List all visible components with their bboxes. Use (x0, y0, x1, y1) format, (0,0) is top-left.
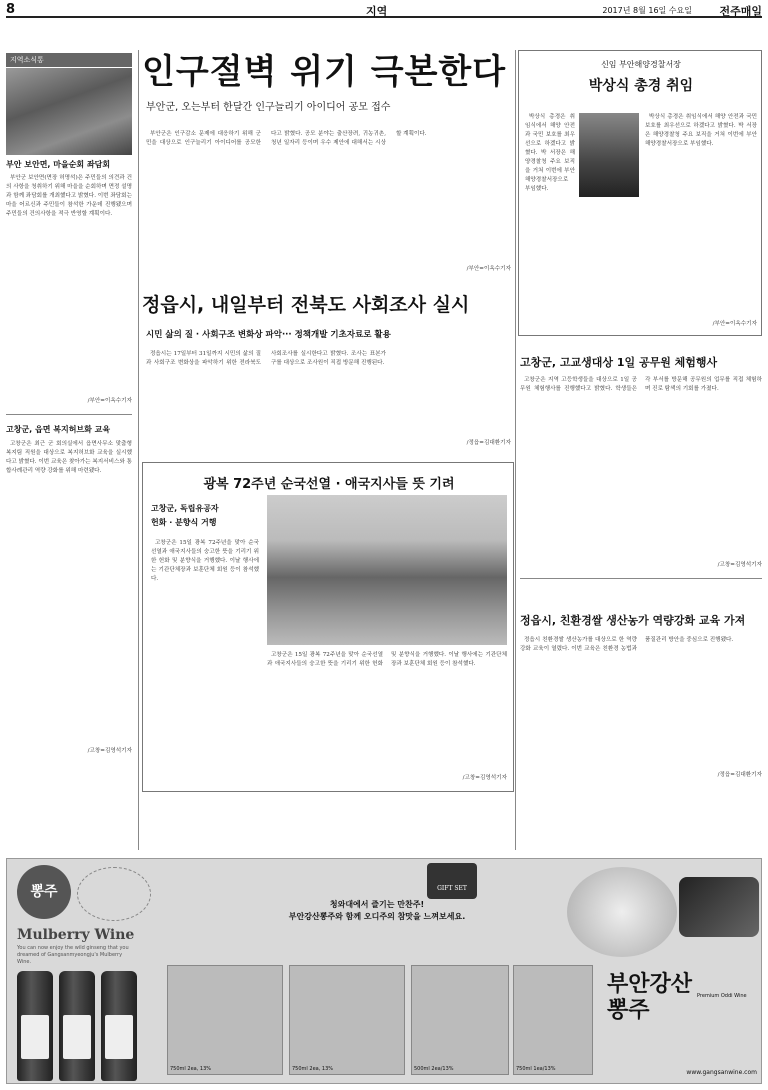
story1-byline: /부안=이옥수기자 (87, 398, 132, 404)
gift-size-label: 500ml 2ea/13% (414, 1066, 454, 1072)
big-brand-text: 부안강산 뽕주 (607, 971, 693, 1023)
gift-box (167, 965, 283, 1075)
jeongeup-subheadline: 시민 삶의 질 · 사회구조 변화상 파악··· 정책개발 기초자료로 활용 (146, 330, 391, 340)
brand-seal (77, 867, 151, 921)
big-brand-en: Premium Oddi Wine (697, 993, 747, 999)
sidebar-title-top: 신임 부안해양경찰서장 (601, 60, 681, 69)
section-tag: 지역소식통 (6, 53, 132, 67)
gift-box (289, 965, 405, 1075)
sidebar-box (518, 50, 762, 336)
paper-name: 전주매일 (719, 5, 762, 18)
gwangbok-sub1: 고창군, 독립유공자 (151, 504, 219, 513)
photo-caption: 부안 보안면, 마을순회 좌담회 (6, 160, 111, 169)
wine-bottle (59, 971, 95, 1081)
wine-bottle (17, 971, 53, 1081)
column-rule-right (515, 50, 516, 850)
village-meeting-photo (6, 68, 132, 155)
lead-body: 부안군은 인구감소 문제에 대응하기 위해 군민을 대상으로 인구늘리기 아이디어를 공모한다고 밝혔다. 공모 분야는 출산장려, 귀농귀촌, 청년 일자리 등이며 우수 제안에 대해서는 시상할 계획이다. (146, 131, 427, 146)
official-portrait-photo (579, 113, 639, 197)
jeongeup-byline: /정읍=김대환기자 (466, 440, 511, 446)
jeongeup-farm-body: 정읍시 친환경쌀 생산농가를 대상으로 한 역량강화 교육이 열렸다. 이번 교육은 친환경 농법과 품질관리 방안을 중심으로 진행됐다. (520, 637, 734, 652)
gochang-intern-headline: 고창군, 고교생대상 1일 공무원 체험행사 (520, 356, 718, 369)
page-number: 8 (6, 2, 16, 17)
jeongeup-farm-byline: /정읍=김대환기자 (717, 772, 762, 778)
banner-main: 부안강산뽕주와 함께 오디주의 참맛을 느껴보세요. (288, 912, 466, 921)
divider (520, 578, 762, 579)
brand-logo: 뽕주 (17, 865, 71, 919)
mulberry-wine-advertisement (6, 858, 762, 1084)
page-header (6, 2, 762, 18)
sidebar-byline: /부안=이옥수기자 (712, 321, 757, 327)
banner-top: 청와대에서 즐기는 만찬주! (329, 900, 425, 909)
gift-size-label: 750ml 2ea, 13% (170, 1066, 212, 1072)
gift-set-badge: GIFT SET (427, 863, 477, 899)
ceremony-photo (267, 495, 507, 645)
gwangbok-sub2: 헌화 · 분향식 거행 (151, 518, 217, 527)
divider (6, 414, 132, 415)
column-rule (138, 50, 139, 850)
mascot-illustration (567, 867, 677, 957)
gwangbok-body-col1: 고창군은 15일 광복 72주년을 맞아 순국선열과 애국지사들의 숭고한 뜻을 기리기 위한 헌화 및 분향식을 거행했다. 이날 행사에는 기관단체장과 보훈단체 회원 등이 참석했다. (151, 540, 259, 582)
website-url: www.gangsanwine.com (686, 1069, 757, 1076)
brand-tagline: You can now enjoy the wild ginseng that you dreamed of Gangsanmyeongju's Mulberry Wine. (17, 945, 129, 965)
gift-box (513, 965, 593, 1075)
issue-date: 2017년 8월 16일 수요일 (602, 6, 692, 15)
gift-size-label: 750ml 1ea/13% (516, 1066, 556, 1072)
wine-bottle (101, 971, 137, 1081)
gochang-intern-byline: /고창=김영석기자 (717, 562, 762, 568)
story2-byline: /고창=김영석기자 (87, 748, 132, 754)
gwangbok-body-col2: 고창군은 15일 광복 72주년을 맞아 순국선열과 애국지사들의 숭고한 뜻을 기리기 위한 헌화 및 분향식을 거행했다. 이날 행사에는 기관단체장과 보훈단체 회원 등이 참석했다. (267, 652, 507, 667)
gift-size-label: 750ml 2ea, 13% (292, 1066, 334, 1072)
jeongeup-farm-headline: 정읍시, 친환경쌀 생산농가 역량강화 교육 가져 (520, 614, 746, 627)
lead-byline: /부안=이옥수기자 (466, 266, 511, 272)
section-name: 지역 (366, 5, 388, 18)
gwangbok-headline: 광복 72주년 순국선열 · 애국지사들 뜻 기려 (203, 477, 455, 492)
jeongeup-headline: 정읍시, 내일부터 전북도 사회조사 실시 (142, 294, 470, 316)
gwangbok-byline: /고창=김영석기자 (462, 775, 507, 781)
brand-english: Mulberry Wine (17, 927, 135, 943)
jeongeup-body: 정읍시는 17일부터 31일까지 시민의 삶의 질과 사회구조 변화상을 파악하기 위한 전라북도 사회조사를 실시한다고 밝혔다. 조사는 표본가구를 대상으로 조사원이 직접 방문해 진행된다. (146, 351, 386, 366)
sidebar-body-col2: 박상식 총경은 취임식에서 해양 안전과 국민 보호를 최우선으로 하겠다고 밝혔다. 박 서장은 해양경찰청 주요 보직을 거쳐 이번에 부안해양경찰서장으로 부임했다. (645, 114, 757, 147)
mulberry-fruit-illustration (679, 877, 759, 937)
gochang-intern-body: 고창군은 지역 고등학생들을 대상으로 1일 공무원 체험행사를 진행했다고 밝혔다. 학생들은 각 부서를 방문해 공무원의 업무를 직접 체험하며 진로 탐색의 기회를 가졌다. (520, 377, 762, 392)
story2-title: 고창군, 읍면 복지허브화 교육 (6, 425, 111, 434)
lead-headline: 인구절벽 위기 극본한다 (142, 52, 507, 92)
story1-body: 부안군 보안면(면장 허명석)은 주민들의 의견과 건의 사항을 청취하기 위해 마을을 순회하며 면정 설명과 함께 좌담회를 개최했다고 밝혔다. 이번 좌담회는 마을 어르신과 주민들이 참석한 가운데 진행됐으며 주민들의 건의사항을 적극 반영할 계획이다. (6, 175, 132, 217)
sidebar-body-col1: 박상식 총경은 취임식에서 해양 안전과 국민 보호를 최우선으로 하겠다고 밝혔다. 박 서장은 해양경찰청 주요 보직을 거쳐 이번에 부안해양경찰서장으로 부임했다. (525, 114, 575, 192)
lead-subheadline: 부안군, 오는부터 한달간 인구늘리기 아이디어 공모 접수 (146, 102, 391, 113)
sidebar-title-main: 박상식 총경 취임 (588, 78, 694, 94)
gwangbok-box (142, 462, 514, 792)
gift-box (411, 965, 509, 1075)
story2-body: 고창군은 최근 군 회의실에서 읍면사무소 맞춤형복지팀 직원을 대상으로 복지허브화 교육을 실시했다고 밝혔다. 이번 교육은 찾아가는 복지서비스와 통합사례관리 역량 강화를 위해 마련됐다. (6, 441, 132, 474)
